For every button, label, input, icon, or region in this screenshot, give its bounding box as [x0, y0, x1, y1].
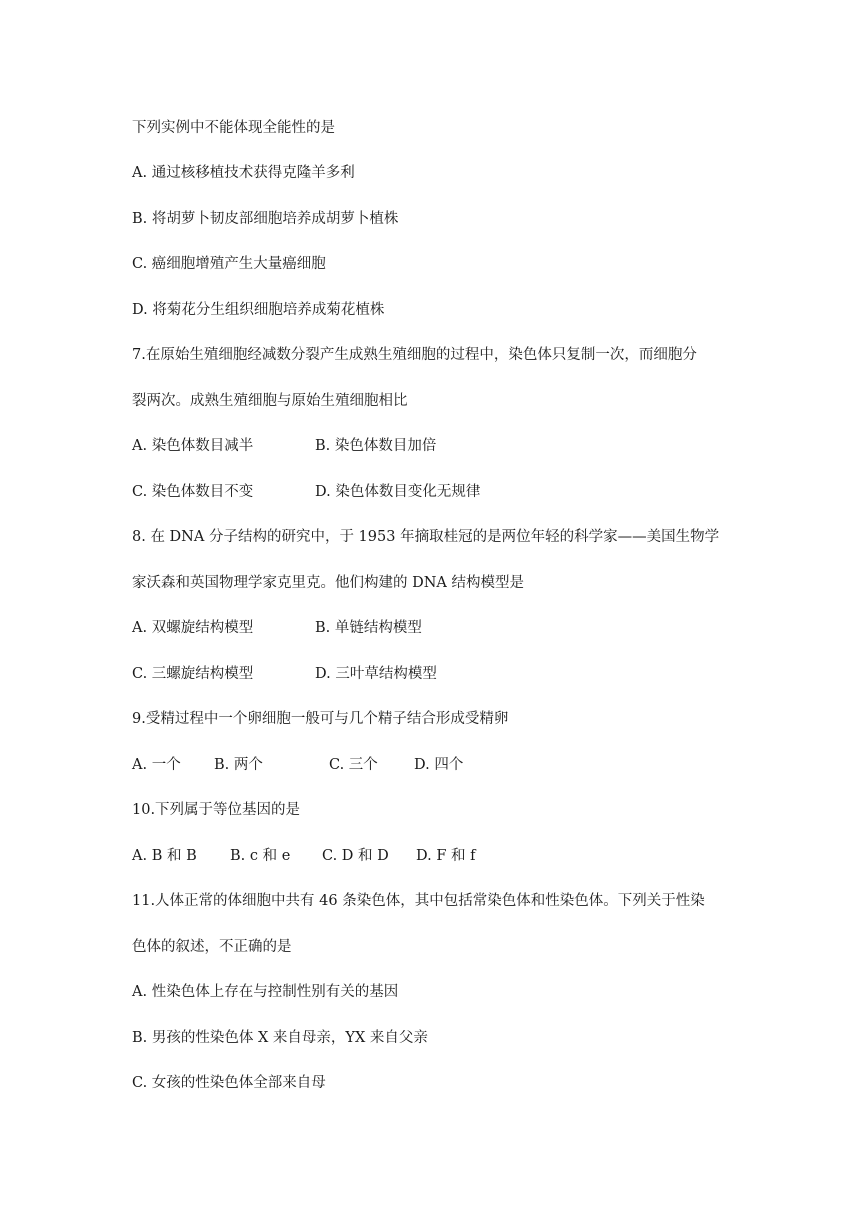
- q9-option-c: C. 三个: [329, 757, 378, 773]
- q8-option-a: A. 双螺旋结构模型: [132, 620, 254, 636]
- q6-option-d: D. 将菊花分生组织细胞培养成菊花植株: [132, 302, 385, 318]
- q10-options-row: [132, 846, 752, 866]
- q11-option-c: C. 女孩的性染色体全部来自母: [132, 1075, 326, 1091]
- q10-option-a: A. B 和 B: [132, 848, 197, 864]
- q7-option-a: A. 染色体数目减半: [132, 438, 254, 454]
- q11-stem-line-1: 11.人体正常的体细胞中共有 46 条染色体，其中包括常染色体和性染色体。下列关于性染: [132, 893, 705, 909]
- q11-stem-line-2: 色体的叙述，不正确的是: [132, 939, 292, 955]
- q8-options-row-1: [132, 618, 752, 638]
- q6-option-a: A. 通过核移植技术获得克隆羊多利: [132, 165, 355, 181]
- q10-option-b: B. c 和 e: [230, 848, 291, 864]
- q11-option-b: B. 男孩的性染色体 X 来自母亲，YX 来自父亲: [132, 1030, 428, 1046]
- q6-option-b: B. 将胡萝卜韧皮部细胞培养成胡萝卜植株: [132, 211, 399, 227]
- q7-options-row-1: [132, 436, 752, 456]
- q9-option-b: B. 两个: [214, 757, 263, 773]
- q7-options-row-2: [132, 482, 752, 502]
- q11-option-a: A. 性染色体上存在与控制性别有关的基因: [132, 984, 399, 1000]
- q9-options-row: [132, 755, 752, 775]
- q7-option-b: B. 染色体数目加倍: [315, 438, 437, 454]
- q8-option-c: C. 三螺旋结构模型: [132, 666, 254, 682]
- q8-option-d: D. 三叶草结构模型: [315, 666, 437, 682]
- q8-option-b: B. 单链结构模型: [315, 620, 422, 636]
- q7-option-c: C. 染色体数目不变: [132, 484, 254, 500]
- q7-stem-line-1: 7.在原始生殖细胞经减数分裂产生成熟生殖细胞的过程中，染色体只复制一次，而细胞分: [132, 347, 697, 363]
- q10-option-d: D. F 和 f: [416, 848, 476, 864]
- q8-options-row-2: [132, 664, 752, 684]
- q7-option-d: D. 染色体数目变化无规律: [315, 484, 481, 500]
- q7-stem-line-2: 裂两次。成熟生殖细胞与原始生殖细胞相比: [132, 393, 408, 409]
- q8-stem-line-1: 8. 在 DNA 分子结构的研究中，于 1953 年摘取桂冠的是两位年轻的科学家——美国生物学: [132, 529, 720, 545]
- q9-option-a: A. 一个: [132, 757, 181, 773]
- q6-stem: 下列实例中不能体现全能性的是: [132, 120, 335, 136]
- q8-stem-line-2: 家沃森和英国物理学家克里克。他们构建的 DNA 结构模型是: [132, 575, 525, 591]
- q9-option-d: D. 四个: [414, 757, 464, 773]
- q10-stem: 10.下列属于等位基因的是: [132, 802, 301, 818]
- q9-stem: 9.受精过程中一个卵细胞一般可与几个精子结合形成受精卵: [132, 711, 509, 727]
- q6-option-c: C. 癌细胞增殖产生大量癌细胞: [132, 256, 326, 272]
- q10-option-c: C. D 和 D: [322, 848, 389, 864]
